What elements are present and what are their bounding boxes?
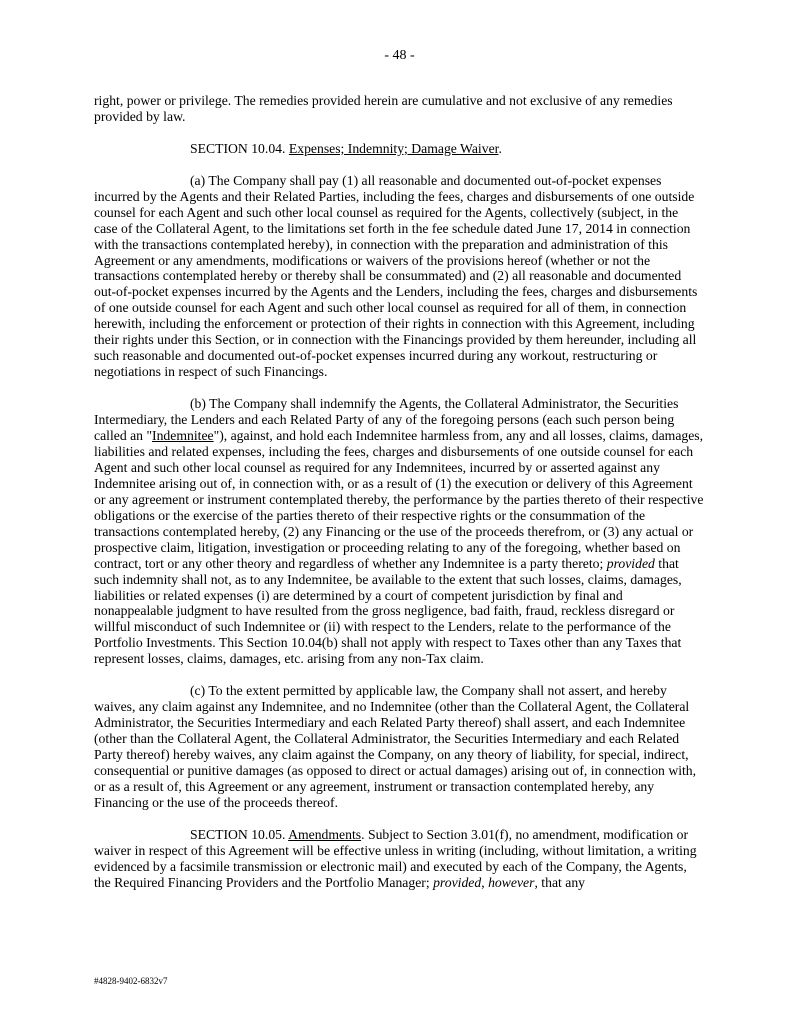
comma: ,: [481, 874, 489, 890]
section-10-05-part2: , that any: [534, 874, 586, 890]
paragraph-a: (a) The Company shall pay (1) all reasonable and documented out-of-pocket expenses incurred by the Agents and their Related Parties, including the fees, charges and disbursements of one outside counsel for each Agent and such other local counsel as required for the Agents, collectively (subject, in the case of the Collateral Agent, to the limitations set forth in the fee schedule dated June 17, 2014 in connection with the transactions contemplated hereby), in connection with the preparation and administration of this Agreement or any amendments, modifications or waivers of the provisions hereof (whether or not the transactions contemplated hereby or thereby shall be consummated) and (2) all reasonable and documented out-of-pocket expenses incurred by the Agents and the Lenders, including the fees, charges and disbursements of one outside counsel for each Agent and such other local counsel as required for all of them, in connection herewith, including the enforcement or protection of their rights in connection with this Agreement, including their rights under this Section, or in connection with the Financings provided by them hereunder, including all such reasonable and documented out-of-pocket expenses incurred during any workout, restructuring or negotiations in respect of such Financings.: [94, 172, 698, 380]
paragraph-b-part2: "), against, and hold each Indemnitee harmless from, any and all losses, claims, damages, liabilities and related expenses, including the fees, charges and disbursements of one outside counsel for each Agent and such other local counsel as required for any Indemnitees, incurred by or asserted against any Indemnitee arising out of, in connection with, or as a result of (1) the execution or delivery of this Agreement or any agreement or instrument contemplated thereby, the performance by the parties thereto of their respective obligations or the exercise of the parties thereto of their respective rights or the consummation of the transactions contemplated hereby, (2) any Financing or the use of the proceeds therefrom, or (3) any actual or prospective claim, litigation, investigation or proceeding relating to any of the foregoing, whether based on contract, tort or any other theory and regardless of whether any Indemnitee is a party thereto;: [94, 427, 704, 571]
section-title: Expenses; Indemnity; Damage Waiver: [288, 140, 499, 156]
section-10-05: [94, 827, 705, 891]
defined-term-indemnitee: Indemnitee: [152, 427, 214, 443]
document-body: [94, 93, 705, 907]
provided-italic: provided: [433, 874, 482, 890]
paragraph-b: [94, 396, 705, 667]
section-heading-10-04: [94, 141, 705, 157]
section-title-end: .: [498, 140, 502, 156]
section-title: Amendments: [288, 826, 362, 842]
section-label: SECTION 10.05.: [190, 826, 289, 842]
page-number: - 48 -: [384, 48, 415, 63]
paragraph-b-part1: (b) The Company shall indemnify the Agents, the Collateral Administrator, the Securities Intermediary, the Lenders and each Related Party of any of the foregoing persons (each such person being called an ": [94, 396, 679, 443]
section-label: SECTION 10.04.: [190, 140, 289, 156]
however-italic: however: [488, 874, 535, 890]
document-id-footer: #4828-9402-6832v7: [94, 976, 168, 986]
section-10-05-part1: . Subject to Section 3.01(f), no amendment, modification or waiver in respect of this Agreement will be effective unless in writing (including, without limitation, a writing evidenced by a facsimile transmission or electronic mail) and executed by each of the Company, the Agents, the Required Financing Providers and the Portfolio Manager;: [94, 826, 697, 890]
paragraph-c: (c) To the extent permitted by applicable law, the Company shall not assert, and hereby waives, any claim against any Indemnitee, and no Indemnitee (other than the Collateral Agent, the Collateral Administrator, the Securities Intermediary and each Related Party thereof) shall assert, and each Indemnitee (other than the Collateral Agent, the Collateral Administrator, the Securities Intermediary and each Related Party thereof) hereby waives, any claim against the Company, on any theory of liability, for special, indirect, consequential or punitive damages (as opposed to direct or actual damages) arising out of, in connection with, or as a result of, this Agreement or any agreement, instrument or transaction contemplated hereby, any Financing or the use of the proceeds thereof.: [94, 683, 697, 810]
paragraph-continuation: right, power or privilege. The remedies provided herein are cumulative and not exclusive of any remedies provided by law.: [94, 93, 673, 124]
provided-italic: provided: [606, 555, 655, 571]
paragraph-b-part3: that such indemnity shall not, as to any Indemnitee, be available to the extent that such losses, claims, damages, liabilities or related expenses (i) are determined by a court of competent jurisdiction by final and nonappealable judgment to have resulted from the gross negligence, bad faith, fraud, reckless disregard or willful misconduct of such Indemnitee or (ii) with respect to the Lenders, relate to the performance of the Portfolio Investments. This Section 10.04(b) shall not apply with respect to Taxes other than any Taxes that represent losses, claims, damages, etc. arising from any non-Tax claim.: [94, 555, 682, 667]
